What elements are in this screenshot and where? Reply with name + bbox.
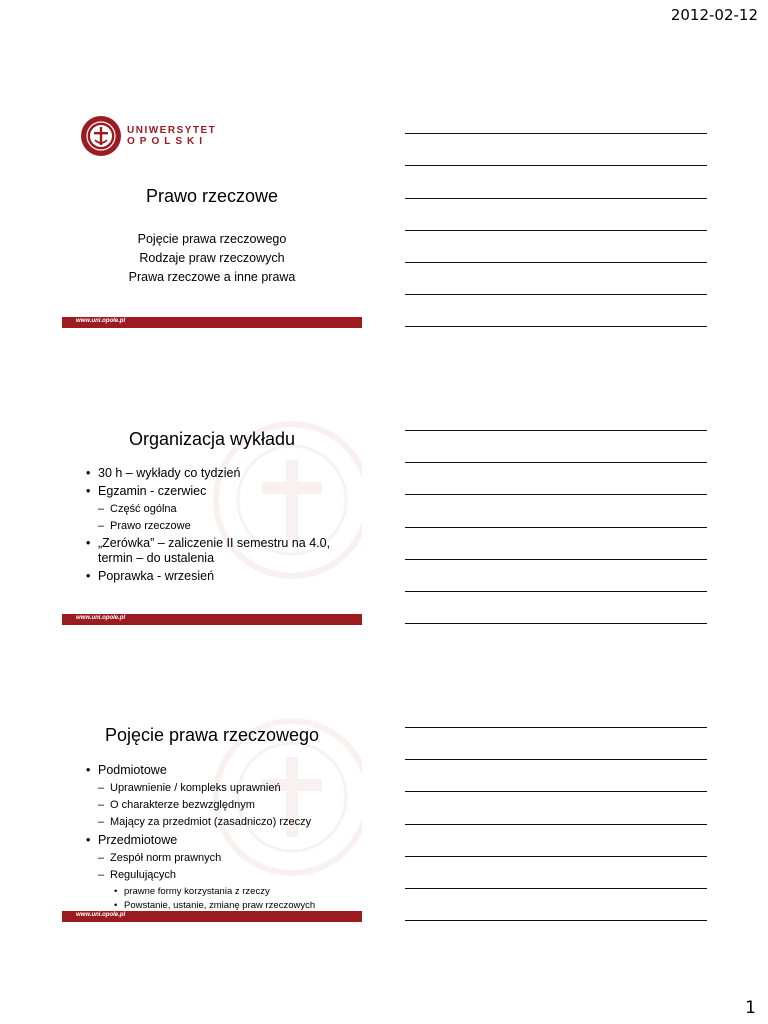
note-line bbox=[405, 888, 707, 889]
sub-sub-bullet-item: • prawne formy korzystania z rzeczy bbox=[114, 885, 342, 898]
note-line bbox=[405, 856, 707, 857]
bullet-item: • Podmiotowe bbox=[84, 763, 342, 778]
slide-1-line: Pojęcie prawa rzeczowego bbox=[137, 232, 287, 246]
slide-1-line: Prawa rzeczowe a inne prawa bbox=[128, 270, 296, 284]
sub-bullet-item: – Prawo rzeczowe bbox=[98, 519, 342, 534]
note-line bbox=[405, 198, 707, 199]
note-line bbox=[405, 759, 707, 760]
slide-1 bbox=[62, 103, 362, 328]
sub-bullet-item: – O charakterze bezwzględnym bbox=[98, 798, 342, 813]
sub-bullet-item: – Regulujących bbox=[98, 868, 342, 883]
slide-3-bullets bbox=[84, 763, 342, 913]
note-line bbox=[405, 294, 707, 295]
note-line bbox=[405, 462, 707, 463]
slide-3-title: Pojęcie prawa rzeczowego bbox=[104, 725, 320, 745]
slide-footer-bar bbox=[62, 614, 362, 625]
note-line bbox=[405, 920, 707, 921]
note-line bbox=[405, 133, 707, 134]
note-line bbox=[405, 527, 707, 528]
bullet-item: • „Zerówka” – zaliczenie II semestru na 4.0, termin – do ustalenia bbox=[84, 536, 342, 566]
note-line bbox=[405, 727, 707, 728]
note-line bbox=[405, 791, 707, 792]
note-line bbox=[405, 326, 707, 327]
note-line bbox=[405, 262, 707, 263]
slide-footer-bar bbox=[62, 911, 362, 922]
slide-1-title: Prawo rzeczowe bbox=[145, 186, 279, 206]
logo-line1: UNIWERSYTET bbox=[127, 125, 217, 136]
note-line bbox=[405, 559, 707, 560]
sub-bullet-item: – Uprawnienie / kompleks uprawnień bbox=[98, 781, 342, 796]
sub-bullet-item: – Zespół norm prawnych bbox=[98, 851, 342, 866]
sub-bullet-item: – Część ogólna bbox=[98, 502, 342, 517]
note-line bbox=[405, 430, 707, 431]
university-seal-icon bbox=[80, 115, 122, 157]
note-line bbox=[405, 824, 707, 825]
university-logo bbox=[80, 115, 216, 157]
slide-2 bbox=[62, 400, 362, 625]
page-number: 1 bbox=[745, 998, 756, 1018]
slide-2-title: Organizacja wykładu bbox=[128, 429, 296, 449]
note-line bbox=[405, 623, 707, 624]
footer-url: www.uni.opole.pl bbox=[76, 912, 126, 918]
bullet-item: • Przedmiotowe bbox=[84, 833, 342, 848]
note-line bbox=[405, 230, 707, 231]
sub-bullet-item: – Mający za przedmiot (zasadniczo) rzeczy bbox=[98, 815, 342, 830]
bullet-item: • 30 h – wykłady co tydzień bbox=[84, 466, 342, 481]
note-line bbox=[405, 165, 707, 166]
print-date: 2012-02-12 bbox=[670, 6, 758, 24]
bullet-item: • Egzamin - czerwiec bbox=[84, 484, 342, 499]
bullet-item: • Poprawka - wrzesień bbox=[84, 569, 342, 584]
sub-sub-bullet-item: • Powstanie, ustanie, zmianę praw rzeczowych bbox=[114, 899, 342, 912]
note-line bbox=[405, 591, 707, 592]
slide-3 bbox=[62, 697, 362, 922]
footer-url: www.uni.opole.pl bbox=[76, 615, 126, 621]
slide-1-line: Rodzaje praw rzeczowych bbox=[139, 251, 285, 265]
logo-line2: OPOLSKI bbox=[127, 136, 208, 147]
slide-footer-bar bbox=[62, 317, 362, 328]
slide-2-bullets bbox=[84, 466, 342, 587]
note-line bbox=[405, 494, 707, 495]
footer-url: www.uni.opole.pl bbox=[76, 318, 126, 324]
